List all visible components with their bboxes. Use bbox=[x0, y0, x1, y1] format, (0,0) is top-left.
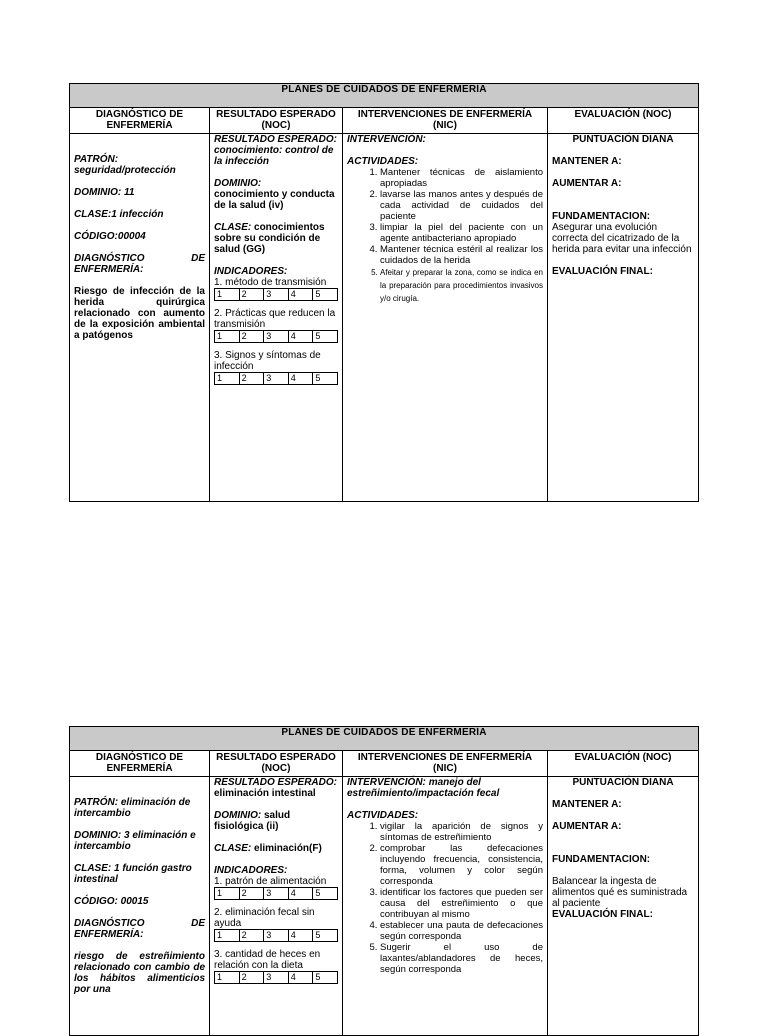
codigo: CÓDIGO:00004 bbox=[74, 231, 146, 242]
result-clase-value: conocimientos sobre su condición de salud (GG) bbox=[214, 222, 325, 255]
patron-value: eliminación de intercambio bbox=[74, 797, 191, 819]
diagnosis-statement: riesgo de estreñimiento relacionado con cambio de los hábitos alimenticios por una bbox=[74, 951, 205, 995]
result-label: RESULTADO ESPERADO: bbox=[214, 134, 337, 145]
aumentar-label: AUMENTAR A: bbox=[552, 821, 622, 832]
intervention-value: manejo del estreñimiento/impactación fecal bbox=[347, 777, 500, 799]
list-item: 3. identificar los factores que pueden ser causa del estreñimiento o que contribuyan al mismo bbox=[380, 887, 543, 920]
activities-list bbox=[347, 167, 543, 305]
clase: CLASE: 1 función gastro intestinal bbox=[74, 863, 192, 885]
list-item: 4. Mantener técnica estéril al realizar los cuidados de la herida bbox=[380, 244, 543, 266]
activities-list bbox=[347, 821, 543, 975]
evaluacion-final-label: EVALUACIÓN FINAL: bbox=[552, 909, 653, 920]
rating-scale: 1 2 3 4 5 bbox=[214, 887, 338, 900]
patron-label: PATRÓN: bbox=[74, 154, 119, 165]
evaluation-column bbox=[548, 751, 698, 1035]
result-header: RESULTADO ESPERADO (NOC) bbox=[210, 751, 342, 777]
evaluation-column bbox=[548, 108, 698, 501]
diagnostico-label: DIAGNÓSTICO DE bbox=[74, 253, 205, 264]
diagnosis-column bbox=[70, 108, 210, 501]
result-clase-label: CLASE: bbox=[214, 843, 252, 854]
mantener-label: MANTENER A: bbox=[552, 799, 622, 810]
indicator-1: 1. patrón de alimentación bbox=[214, 876, 327, 887]
patron-label: PATRÓN: bbox=[74, 797, 119, 808]
fundamentacion-label: FUNDAMENTACION: bbox=[552, 854, 651, 865]
rating-scale: 1 2 3 4 5 bbox=[214, 330, 338, 343]
actividades-label: ACTIVIDADES: bbox=[347, 810, 419, 821]
fundamentacion-label: FUNDAMENTACION: bbox=[552, 211, 651, 222]
interventions-header: INTERVENCIONES DE ENFERMERÍA (NIC) bbox=[343, 108, 547, 134]
diagnosis-column bbox=[70, 751, 210, 1035]
rating-scale: 1 2 3 4 5 bbox=[214, 288, 338, 301]
indicator-2: 2. eliminación fecal sin ayuda bbox=[214, 907, 315, 929]
actividades-label: ACTIVIDADES: bbox=[347, 156, 419, 167]
result-value: conocimiento: control de la infección bbox=[214, 145, 334, 167]
table-title: PLANES DE CUIDADOS DE ENFERMERÍA bbox=[70, 727, 698, 751]
result-clase-label: CLASE: bbox=[214, 222, 252, 233]
result-column bbox=[210, 751, 343, 1035]
patron-value: seguridad/protección bbox=[74, 165, 176, 176]
indicator-2: 2. Prácticas que reducen la transmisión bbox=[214, 308, 336, 330]
intervention-label: INTERVENCIÓN: bbox=[347, 777, 426, 788]
enfermeria-label: ENFERMERÍA: bbox=[74, 929, 144, 940]
result-label: RESULTADO ESPERADO: bbox=[214, 777, 337, 788]
evaluacion-final-label: EVALUACIÓN FINAL: bbox=[552, 266, 653, 277]
aumentar-label: AUMENTAR A: bbox=[552, 178, 622, 189]
dominio-label: DOMINIO: bbox=[74, 830, 122, 841]
diagnosis-header: DIAGNÓSTICO DE ENFERMERÍA bbox=[70, 108, 209, 134]
diagnosis-header: DIAGNÓSTICO DE ENFERMERÍA bbox=[70, 751, 209, 777]
rating-scale: 1 2 3 4 5 bbox=[214, 971, 338, 984]
interventions-header: INTERVENCIONES DE ENFERMERÍA (NIC) bbox=[343, 751, 547, 777]
puntuacion-diana: PUNTUACIÓN DIANA bbox=[572, 134, 674, 145]
rating-scale: 1 2 3 4 5 bbox=[214, 372, 338, 385]
result-dominio-label: DOMINIO: bbox=[214, 810, 262, 821]
result-dominio-value: conocimiento y conducta de la salud (iv) bbox=[214, 189, 335, 211]
result-value: eliminación intestinal bbox=[214, 788, 316, 799]
list-item: 1. vigilar la aparición de signos y síntomas de estreñimiento bbox=[380, 821, 543, 843]
result-column bbox=[210, 108, 343, 501]
indicator-3: 3. Signos y síntomas de infección bbox=[214, 350, 321, 372]
list-item: 5. Afeitar y preparar la zona, como se indica en la preparación para procedimientos invasivos y/o cirugía. bbox=[380, 266, 543, 305]
care-plan-table-2 bbox=[69, 726, 699, 1036]
list-item: 5. Sugerir el uso de laxantes/ablandadores de heces, según corresponda bbox=[380, 942, 543, 975]
diagnosis-statement: Riesgo de infección de la herida quirúrgica relacionado con aumento de la exposición ambiental a patógenos bbox=[74, 286, 205, 341]
indicadores-label: INDICADORES: bbox=[214, 266, 288, 277]
mantener-label: MANTENER A: bbox=[552, 156, 622, 167]
diagnostico-label: DIAGNÓSTICO DE bbox=[74, 918, 205, 929]
fundamentacion-text: Asegurar una evolución correcta del cicatrizado de la herida para evitar una infección bbox=[552, 222, 692, 255]
indicator-3: 3. cantidad de heces en relación con la dieta bbox=[214, 949, 321, 971]
list-item: 2. comprobar las defecaciones incluyendo frecuencia, consistencia, forma, volumen y color según corresponda bbox=[380, 843, 543, 887]
fundamentacion-row bbox=[552, 854, 694, 865]
clase: CLASE:1 infección bbox=[74, 209, 164, 220]
result-header: RESULTADO ESPERADO (NOC) bbox=[210, 108, 342, 134]
list-item: 4. establecer una pauta de defecaciones según corresponda bbox=[380, 920, 543, 942]
enfermeria-label: ENFERMERÍA: bbox=[74, 264, 144, 275]
dominio-value: 3 eliminación e intercambio bbox=[74, 830, 196, 852]
care-plan-table-1 bbox=[69, 83, 699, 502]
dominio: DOMINIO: 11 bbox=[74, 187, 135, 198]
interventions-column bbox=[343, 751, 548, 1035]
result-clase-value: eliminación(F) bbox=[254, 843, 322, 854]
puntuacion-diana: PUNTUACIÓN DIANA bbox=[572, 777, 674, 788]
table-title: PLANES DE CUIDADOS DE ENFERMERÍA bbox=[70, 84, 698, 108]
interventions-column bbox=[343, 108, 548, 501]
rating-scale: 1 2 3 4 5 bbox=[214, 929, 338, 942]
result-dominio-value: salud fisiológica (ii) bbox=[214, 810, 291, 832]
codigo: CÓDIGO: 00015 bbox=[74, 896, 149, 907]
evaluation-header: EVALUACIÓN (NOC) bbox=[548, 751, 698, 777]
evaluation-header: EVALUACIÓN (NOC) bbox=[548, 108, 698, 134]
indicator-1: 1. método de transmisión bbox=[214, 277, 327, 288]
list-item: 2. lavarse las manos antes y después de cada actividad de cuidados del paciente bbox=[380, 189, 543, 222]
intervention-label: INTERVENCIÓN: bbox=[347, 134, 426, 145]
list-item: 1. Mantener técnicas de aislamiento apropiadas bbox=[380, 167, 543, 189]
fundamentacion-text: Balancear la ingesta de alimentos qué es suministrada al paciente bbox=[552, 876, 688, 909]
list-item: 3. limpiar la piel del paciente con un agente antibacteriano apropiado bbox=[380, 222, 543, 244]
indicadores-label: INDICADORES: bbox=[214, 865, 288, 876]
result-dominio-label: DOMINIO: bbox=[214, 178, 262, 189]
